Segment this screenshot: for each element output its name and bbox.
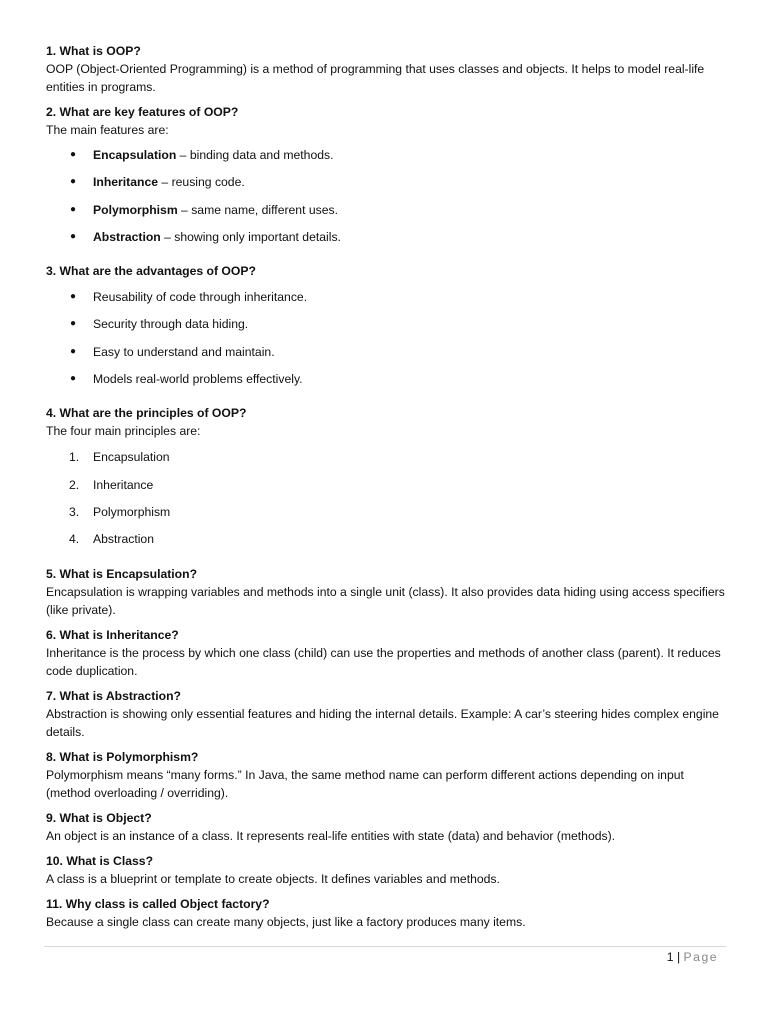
question-answer: Inheritance is the process by which one class (child) can use the properties and methods of another class (parent). It reduces code duplication. — [46, 645, 721, 678]
principles-list — [46, 448, 726, 557]
list-item: 3. Polymorphism — [69, 504, 171, 519]
question-answer: Encapsulation is wrapping variables and methods into a single unit (class). It also provides data hiding using access specifiers (like private). — [46, 584, 725, 617]
question-answer: Polymorphism means “many forms.” In Java, the same method name can perform different actions depending on input (method overloading / overriding). — [46, 767, 684, 800]
list-item: ● Easy to understand and maintain. — [70, 344, 275, 359]
list-item: ● Polymorphism – same name, different uses. — [70, 202, 338, 217]
list-item: ● Models real-world problems effectively. — [70, 372, 303, 387]
question-answer: Because a single class can create many objects, just like a factory produces many items. — [46, 914, 526, 929]
footer-separator: | — [673, 950, 684, 964]
question-answer: An object is an instance of a class. It represents real-life entities with state (data) and behavior (methods). — [46, 828, 616, 843]
bullet-icon: ● — [70, 203, 77, 215]
bullet-icon: ● — [70, 318, 77, 330]
question-5 — [46, 565, 726, 619]
features-list — [46, 146, 726, 255]
question-3 — [46, 262, 726, 280]
bullet-icon: ● — [70, 291, 77, 303]
question-title: 8. What is Polymorphism? — [46, 749, 199, 764]
page-footer — [667, 949, 718, 965]
advantages-list — [46, 288, 726, 397]
question-answer: A class is a blueprint or template to create objects. It defines variables and methods. — [46, 871, 500, 886]
page-number: 1 — [666, 950, 674, 964]
question-4 — [46, 404, 726, 440]
question-title: 9. What is Object? — [46, 810, 152, 825]
question-answer: The main features are: — [46, 123, 169, 137]
question-answer: The four main principles are: — [46, 424, 201, 439]
question-8 — [46, 748, 726, 802]
bullet-icon: ● — [70, 230, 77, 242]
list-item: ● Inheritance – reusing code. — [70, 175, 245, 190]
question-title: 11. Why class is called Object factory? — [46, 896, 270, 911]
question-6 — [46, 626, 726, 680]
list-item: 2. Inheritance — [69, 477, 154, 492]
list-item: ● Encapsulation – binding data and methods. — [70, 148, 334, 162]
bullet-icon: ● — [70, 345, 77, 357]
question-2 — [46, 103, 726, 139]
bullet-icon: ● — [70, 149, 77, 160]
question-title: 1. What is OOP? — [46, 44, 141, 58]
question-10 — [46, 852, 726, 888]
question-title: 10. What is Class? — [46, 853, 154, 868]
question-title: 2. What are key features of OOP? — [46, 105, 239, 119]
question-title: 4. What are the principles of OOP? — [46, 406, 247, 421]
document-page — [46, 42, 726, 938]
bullet-icon: ● — [70, 176, 77, 188]
list-item: ● Abstraction – showing only important details. — [70, 229, 341, 244]
question-answer: OOP (Object-Oriented Programming) is a method of programming that uses classes and objects. It helps to model real-life entities in programs. — [46, 62, 705, 94]
list-item: 1. Encapsulation — [69, 450, 170, 465]
list-item: ● Reusability of code through inheritance. — [70, 290, 308, 305]
list-item: ● Security through data hiding. — [70, 317, 249, 332]
question-1 — [46, 42, 726, 96]
question-answer: Abstraction is showing only essential features and hiding the internal details. Example: A car’s steering hides complex engine details. — [46, 706, 719, 739]
footer-divider — [44, 946, 726, 947]
question-title: 6. What is Inheritance? — [46, 627, 179, 642]
question-9 — [46, 809, 726, 845]
list-item: 4. Abstraction — [69, 532, 154, 547]
page-label: Page — [683, 950, 718, 964]
question-title: 3. What are the advantages of OOP? — [46, 264, 256, 279]
question-11 — [46, 895, 726, 931]
question-7 — [46, 687, 726, 741]
question-title: 7. What is Abstraction? — [46, 688, 181, 703]
question-title: 5. What is Encapsulation? — [46, 566, 198, 581]
bullet-icon: ● — [70, 373, 77, 385]
